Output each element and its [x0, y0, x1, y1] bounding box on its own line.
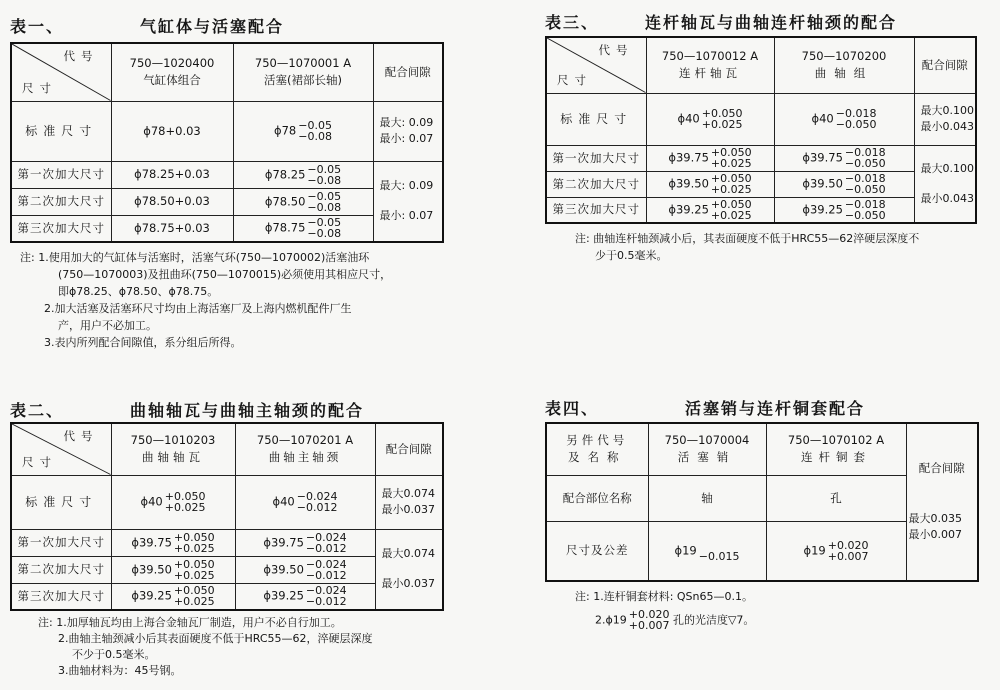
table-1-corner-header: [11, 43, 111, 101]
part-name: 曲轴轴瓦: [142, 450, 204, 465]
table-3-col2-header: [774, 37, 914, 93]
note-line: (750—1070003)及扭曲环(750—1070015)必须使用其相应尺寸，: [58, 268, 392, 281]
row-label: 第一次加大尺寸: [11, 161, 111, 188]
row-label: 第二次加大尺寸: [546, 171, 646, 197]
table-1-col1-header: [111, 43, 233, 101]
table-4: [545, 422, 979, 582]
part-name: 活塞(裙部长轴): [264, 73, 342, 88]
journal-size: ϕ40 −0.024 −0.012: [235, 475, 375, 529]
table-1: [10, 42, 444, 243]
bushing-size: ϕ19 +0.020 +0.007: [766, 521, 906, 581]
header-code-label: 代号: [63, 49, 99, 63]
fit-clearance: 最大0.100 最小0.043: [914, 145, 976, 223]
cylinder-size: ϕ78.25+0.03: [111, 161, 233, 188]
table-4-title: 活塞销与连杆铜套配合: [685, 399, 866, 418]
table-3-fit-header: 配合间隙: [914, 37, 976, 93]
table-row: [11, 161, 443, 188]
table-row: [11, 475, 443, 529]
piston-size: ϕ78.75 −0.05 −0.08: [233, 215, 373, 242]
table-row: [546, 93, 976, 145]
table-4-fit-header: 配合间隙 最大0.035 最小0.007: [906, 423, 978, 581]
note-line: 注: 1.使用加大的气缸体与活塞时，活塞气环(750—1070002)活塞油环: [20, 251, 370, 264]
bearing-size: ϕ39.25 +0.050 +0.025: [111, 583, 235, 610]
fit-clearance: 最大: 0.09 最小: 0.07: [373, 101, 443, 161]
table-3: [545, 36, 977, 224]
header-size-label: 尺寸: [22, 80, 57, 95]
table-3-col1-header: [646, 37, 774, 93]
row-label: 第三次加大尺寸: [546, 197, 646, 223]
part-name: 连杆轴瓦: [679, 66, 741, 81]
fit-clearance: 最大0.074 最小0.037: [375, 529, 443, 610]
fit-clearance: 最大0.074 最小0.037: [375, 475, 443, 529]
table-4-col1-header: [648, 423, 766, 475]
pin-size: ϕ19 −0.015: [648, 521, 766, 581]
row-label: 第一次加大尺寸: [11, 529, 111, 556]
table-4-col2-header: [766, 423, 906, 475]
table-1-notes: [10, 249, 460, 351]
table-1-title: 气缸体与活塞配合: [140, 17, 285, 36]
piston-size: ϕ78.25 −0.05 −0.08: [233, 161, 373, 188]
note-line: 3.曲轴材料为：45号钢。: [58, 664, 182, 677]
table-2-corner-header: [11, 423, 111, 475]
table-3-corner-header: [546, 37, 646, 93]
table-1-section: [10, 14, 460, 351]
bearing-size: ϕ39.75 +0.050 +0.025: [646, 145, 774, 171]
cylinder-size: ϕ78.50+0.03: [111, 188, 233, 215]
note-line: 不少于0.5毫米。: [72, 648, 156, 661]
row-label: 第二次加大尺寸: [11, 556, 111, 583]
note-line: 少于0.5毫米。: [595, 249, 668, 262]
table-2-section: [10, 398, 460, 679]
part-code: 750—1070012 A: [661, 49, 759, 64]
table-row: [11, 101, 443, 161]
note-line: 产，用户不必加工。: [58, 319, 157, 332]
note-line: 注: 1.连杆铜套材料: QSn65—0.1。: [575, 590, 754, 603]
journal-size: ϕ39.50 −0.024 −0.012: [235, 556, 375, 583]
fit-clearance: 最大0.035 最小0.007: [908, 512, 962, 541]
piston-size: ϕ78.50 −0.05 −0.08: [233, 188, 373, 215]
row-label: 第一次加大尺寸: [546, 145, 646, 171]
table-4-corner-header: 另件代号 及名称: [546, 423, 648, 475]
table-1-label: 表一、: [10, 17, 65, 36]
table-1-fit-header: 配合间隙: [373, 43, 443, 101]
row-label: 第三次加大尺寸: [11, 583, 111, 610]
table-4-section: [545, 396, 995, 631]
row-label: 尺寸及公差: [546, 521, 648, 581]
table-row: [546, 171, 976, 197]
journal-size: ϕ39.25 −0.024 −0.012: [235, 583, 375, 610]
part-name: 活塞销: [677, 450, 737, 465]
table-2-col1-header: [111, 423, 235, 475]
part-code: 750—1010203: [130, 433, 216, 448]
table-3-label: 表三、: [545, 13, 600, 32]
bushing-part: 孔: [766, 475, 906, 521]
part-code: 750—1020400: [129, 56, 215, 71]
pin-part: 轴: [648, 475, 766, 521]
part-name: 曲轴组: [814, 66, 874, 81]
journal-size: ϕ39.75 −0.024 −0.012: [235, 529, 375, 556]
table-1-col2-header: [233, 43, 373, 101]
note-line: 注: 1.加厚轴瓦均由上海合金轴瓦厂制造，用户不必自行加工。: [38, 616, 342, 629]
note-line: 注: 曲轴连杆轴颈减小后，其表面硬度不低于HRC55—62淬硬层深度不: [575, 232, 920, 245]
note-line: 2.曲轴主轴颈减小后其表面硬度不低于HRC55—62，淬硬层深度: [58, 632, 373, 645]
header-size-label: 尺寸: [22, 454, 57, 469]
row-label: 配合部位名称: [546, 475, 648, 521]
table-3-notes: [545, 230, 995, 264]
bearing-size: ϕ39.75 +0.050 +0.025: [111, 529, 235, 556]
journal-size: ϕ39.75 −0.018 −0.050: [774, 145, 914, 171]
part-code: 750—1070201 A: [256, 433, 354, 448]
table-3-title: 连杆轴瓦与曲轴连杆轴颈的配合: [645, 13, 898, 32]
fit-clearance: 最大: 0.09 最小: 0.07: [373, 161, 443, 242]
note-line: 2.ϕ19 +0.020 +0.007 孔的光洁度▽7。: [595, 608, 755, 632]
cylinder-size: ϕ78+0.03: [111, 101, 233, 161]
table-2-title: 曲轴轴瓦与曲轴主轴颈的配合: [130, 401, 365, 420]
bearing-size: ϕ40 +0.050 +0.025: [646, 93, 774, 145]
table-2-fit-header: 配合间隙: [375, 423, 443, 475]
part-name: 曲轴主轴颈: [268, 450, 342, 465]
row-label: 第三次加大尺寸: [11, 215, 111, 242]
part-code: 750—1070102 A: [787, 433, 885, 448]
note-line: 即ϕ78.25、ϕ78.50、ϕ78.75。: [58, 285, 219, 298]
part-name: 连杆铜套: [801, 450, 871, 465]
bearing-size: ϕ39.50 +0.050 +0.025: [646, 171, 774, 197]
header-code-label: 代号: [63, 429, 99, 443]
table-row: [11, 529, 443, 556]
part-name: 气缸体组合: [143, 73, 201, 88]
note-line: 2.加大活塞及活塞环尺寸均由上海活塞厂及上海内燃机配件厂生: [44, 302, 352, 315]
part-code: 750—1070200: [801, 49, 887, 64]
bearing-size: ϕ39.25 +0.050 +0.025: [646, 197, 774, 223]
header-code-label: 代号: [598, 43, 634, 57]
journal-size: ϕ39.50 −0.018 −0.050: [774, 171, 914, 197]
table-row: [546, 145, 976, 171]
table-3-section: [545, 10, 995, 264]
part-code: 750—1070004: [664, 433, 750, 448]
table-4-label: 表四、: [545, 399, 600, 418]
bearing-size: ϕ40 +0.050 +0.025: [111, 475, 235, 529]
row-label: 标准尺寸: [546, 93, 646, 145]
cylinder-size: ϕ78.75+0.03: [111, 215, 233, 242]
part-code: 750—1070001 A: [254, 56, 352, 71]
table-4-notes: [545, 588, 995, 631]
fit-clearance: 最大0.100 最小0.043: [914, 93, 976, 145]
table-2-label: 表二、: [10, 401, 65, 420]
journal-size: ϕ39.25 −0.018 −0.050: [774, 197, 914, 223]
table-row: [546, 197, 976, 223]
header-size-label: 尺寸: [557, 72, 592, 87]
table-2-notes: [10, 615, 460, 679]
journal-size: ϕ40 −0.018 −0.050: [774, 93, 914, 145]
table-2-col2-header: [235, 423, 375, 475]
note-line: 3.表内所列配合间隙值，系分组后所得。: [44, 336, 242, 349]
piston-size: ϕ78 −0.05 −0.08: [233, 101, 373, 161]
table-2: [10, 422, 444, 611]
row-label: 第二次加大尺寸: [11, 188, 111, 215]
row-label: 标准尺寸: [11, 101, 111, 161]
row-label: 标准尺寸: [11, 475, 111, 529]
bearing-size: ϕ39.50 +0.050 +0.025: [111, 556, 235, 583]
